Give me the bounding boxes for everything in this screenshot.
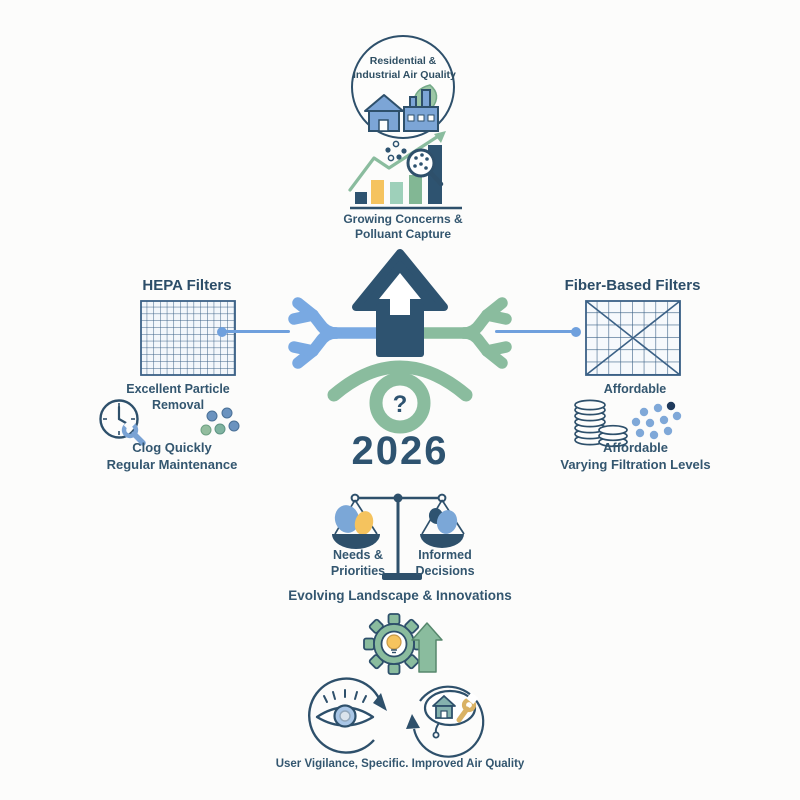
hepa-con-line1: Clog Quickly [132,440,212,455]
left-branch-fork [294,303,377,363]
fiber-pro-label: Affordable [603,382,667,396]
growth-label-line1: Growing Concerns & [343,212,463,226]
year-label: 2026 [351,429,449,473]
fiber-particle-dots-icon [626,400,684,444]
hepa-pro-line2: Removal [151,398,205,412]
fiber-detail-label [548,440,723,473]
fiber-detail-line2: Varying Filtration Levels [560,456,711,472]
balance-left-line1: Needs & [332,548,384,562]
eye-cycle-icon [301,675,391,763]
growth-label-line2: Polluant Capture [354,227,451,242]
rising-bar-chart-magnifier-icon [343,128,467,214]
lightbulb [387,635,401,649]
fiber-connector-dot [571,327,581,337]
top-node-label-line1: Residential & [369,55,437,67]
hepa-particle-dots-icon [198,406,244,442]
hepa-title: HEPA Filters [142,277,232,294]
evolving-caption: Evolving Landscape & Innovations [288,588,512,603]
right-branch-fork [423,303,506,363]
balance-left-label [316,547,400,579]
gear-lightbulb-arrow-icon [362,608,446,678]
hepa-pro-line1: Excellent Particle [126,382,230,396]
growth-node-label [318,212,488,243]
fiber-detail-line1: Affordable [603,440,668,455]
fine-mesh-grid-icon [140,300,236,376]
top-node-label-line2: Industrial Air Quality [353,68,456,81]
woven-fiber-grid-icon [585,300,681,376]
balance-right-label [403,547,487,579]
balance-right-line1: Informed [418,548,472,562]
footer-caption: User Vigilance, Specific. Improved Air Quality [275,758,525,770]
balance-right-line2: Decisions [415,564,475,578]
top-node-label [353,55,456,82]
balance-left-line2: Priorities [330,564,386,578]
fiber-title: Fiber-Based Filters [564,277,701,294]
hepa-con-label [82,440,262,473]
up-arrow [356,253,444,357]
home-wrench-cycle-icon [406,679,492,763]
question-mark: ? [392,391,408,418]
hepa-con-line2: Regular Maintenance [106,456,238,472]
residential-industrial-node [351,35,455,139]
